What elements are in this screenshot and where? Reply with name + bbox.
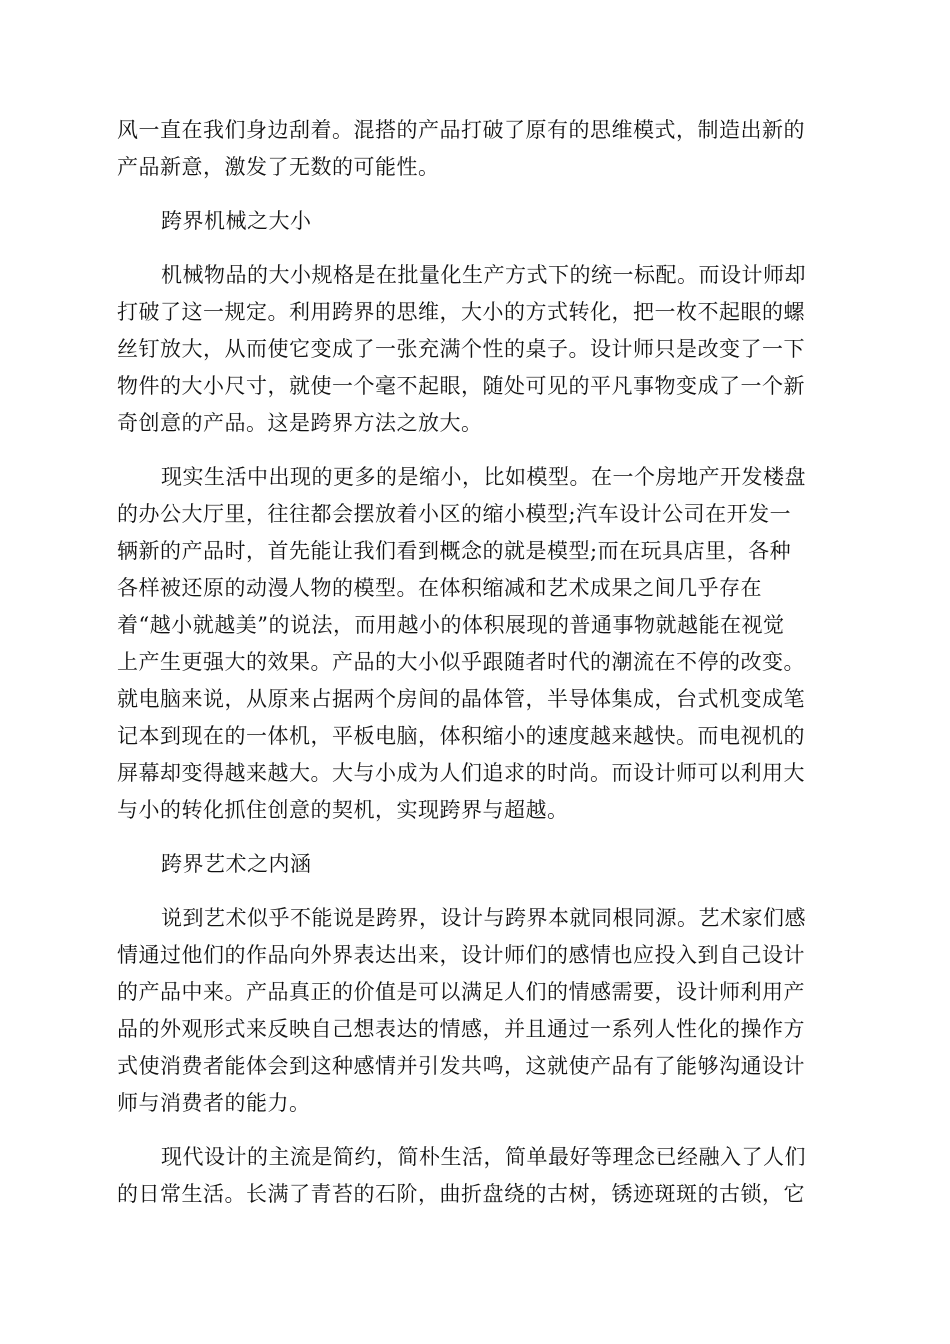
text-line: 的日常生活。长满了青苔的石阶，曲折盘绕的古树，锈迹斑斑的古锁，它 — [117, 1182, 805, 1206]
text-line: 机械物品的大小规格是在批量化生产方式下的统一标配。而设计师却 — [161, 263, 806, 287]
text-line: 说到艺术似乎不能说是跨界，设计与跨界本就同根同源。艺术家们感 — [161, 906, 806, 930]
text-line: 奇创意的产品。这是跨界方法之放大。 — [117, 411, 483, 435]
paragraph-4 — [117, 900, 833, 1122]
text-line: 屏幕却变得越来越大。大与小成为人们追求的时尚。而设计师可以利用大 — [117, 761, 805, 785]
text-line: 上产生更强大的效果。产品的大小似乎跟随者时代的潮流在不停的改变。 — [117, 650, 805, 674]
text-line: 丝钉放大，从而使它变成了一张充满个性的桌子。设计师只是改变了一下 — [117, 337, 805, 361]
text-line: 辆新的产品时，首先能让我们看到概念的就是模型;而在玩具店里，各种 — [117, 539, 792, 563]
text-line: 打破了这一规定。利用跨界的思维，大小的方式转化，把一枚不起眼的螺 — [117, 300, 805, 324]
text-line: 记本到现在的一体机，平板电脑，体积缩小的速度越来越快。而电视机的 — [117, 724, 805, 748]
text-line: 物件的大小尺寸，就使一个毫不起眼，随处可见的平凡事物变成了一个新 — [117, 374, 805, 398]
text-line: 品的外观形式来反映自己想表达的情感，并且通过一系列人性化的操作方 — [117, 1017, 805, 1041]
paragraph-2 — [117, 257, 833, 442]
section-heading-art-connotation: 跨界艺术之内涵 — [161, 852, 312, 876]
text-line: 式使消费者能体会到这种感情并引发共鸣，这就使产品有了能够沟通设计 — [117, 1054, 805, 1078]
text-line: 就电脑来说，从原来占据两个房间的晶体管，半导体集成，台式机变成笔 — [117, 687, 805, 711]
text-line: 风一直在我们身边刮着。混搭的产品打破了原有的思维模式，制造出新的 — [117, 118, 805, 142]
document-body — [117, 112, 833, 1230]
text-line: 各样被还原的动漫人物的模型。在体积缩减和艺术成果之间几乎存在 — [117, 576, 762, 600]
paragraph-5 — [117, 1139, 833, 1213]
text-line: 现实生活中出现的更多的是缩小，比如模型。在一个房地产开发楼盘 — [161, 465, 806, 489]
paragraph-3 — [117, 459, 833, 829]
text-line: 现代设计的主流是简约，简朴生活，简单最好等理念已经融入了人们 — [161, 1145, 806, 1169]
text-line: 的办公大厅里，往往都会摆放着小区的缩小模型;汽车设计公司在开发一 — [117, 502, 792, 526]
section-heading-machinery-size: 跨界机械之大小 — [161, 209, 312, 233]
paragraph-1 — [117, 112, 833, 186]
text-line: 产品新意，激发了无数的可能性。 — [117, 155, 440, 179]
text-line: 师与消费者的能力。 — [117, 1091, 311, 1115]
text-line: 情通过他们的作品向外界表达出来，设计师们的感情也应投入到自己设计 — [117, 943, 805, 967]
text-line: 着“越小就越美”的说法，而用越小的体积展现的普通事物就越能在视觉 — [117, 613, 785, 637]
text-line: 的产品中来。产品真正的价值是可以满足人们的情感需要，设计师利用产 — [117, 980, 805, 1004]
text-line: 与小的转化抓住创意的契机，实现跨界与超越。 — [117, 798, 569, 822]
